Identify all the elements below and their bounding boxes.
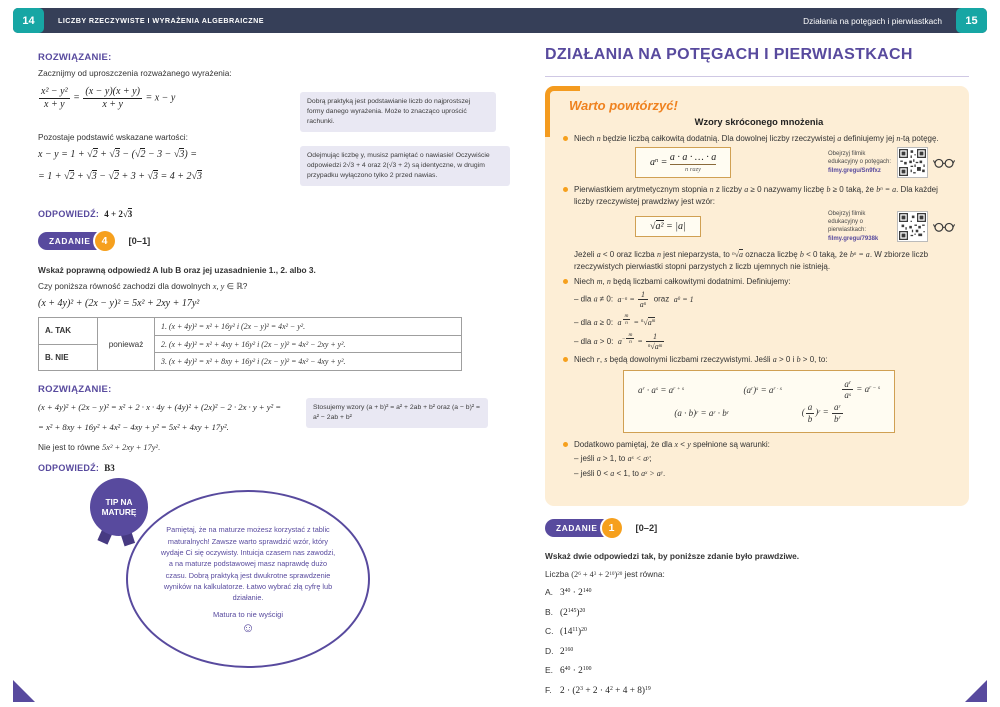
bullet-icon xyxy=(563,357,568,362)
bullet-icon xyxy=(563,187,568,192)
side-note-simplify: Dobrą praktyką jest podstawianie liczb do najprostszej formy danego wyrażenia. Może to znacząco uprościć rachunki. xyxy=(300,92,496,132)
bullet-text: Dodatkowo pamiętaj, że dla x < y spełnione są warunki: xyxy=(574,440,770,450)
math-line-2: = 1 + √2 + √3 − √2 + 3 + √3 = 4 + 2√3 xyxy=(38,171,202,182)
review-panel-subtitle: Wzory skróconego mnożenia xyxy=(694,117,824,127)
task-4-instruction: Wskaż poprawną odpowiedź A lub B oraz jej uzasadnienie 1., 2. albo 3. xyxy=(38,265,316,275)
option-value: $3^{40} \cdot 2^{140}$ xyxy=(560,588,592,598)
bullet-text: Niech m, n będą liczbami całkowitymi dodatnimi. Definiujemy: xyxy=(574,277,791,287)
option-value: $(14^{11})^{20}$ xyxy=(560,627,587,637)
option-label: B. xyxy=(545,606,554,617)
task-1-badge xyxy=(545,518,657,538)
video-caption-text: Obejrzyj filmik edukacyjny o potęgach: xyxy=(828,151,892,166)
title-rule xyxy=(545,76,969,77)
definition-negative-fractional-exponent: – dla a > 0: a− $\frac{m}{n}$ = $\frac{1}{^n√a^m}$ xyxy=(574,331,663,352)
solution-4-heading: ROZWIĄZANIE: xyxy=(38,384,112,395)
bullet-text: Niech r, s będą dowolnymi liczbami rzeczywistymi. Jeśli a > 0 i b > 0, to: xyxy=(574,355,828,365)
left-page xyxy=(38,46,490,696)
table-reasons-column xyxy=(155,318,461,370)
bullet-power-laws xyxy=(563,354,955,365)
power-laws-formula-box xyxy=(623,370,895,433)
sqrt-abs-formula: √a² = |a| xyxy=(635,216,701,237)
tip-closing: Matura to nie wyścigi xyxy=(212,609,284,619)
option-label: F. xyxy=(545,684,552,695)
glasses-icon xyxy=(933,219,955,234)
condition-a-greater-1: – jeśli a > 1, to $a^x < a^y$; xyxy=(574,454,652,464)
review-panel xyxy=(545,86,969,506)
video-caption xyxy=(828,210,892,243)
task-1-instruction: Wskaż dwie odpowiedzi tak, by poniższe zdanie było prawdziwe. xyxy=(545,551,800,561)
video-link: filmy.gregu/Sn9fxz xyxy=(828,168,881,175)
power-laws-row-1 xyxy=(638,379,880,401)
option-b-no: B. NIE xyxy=(45,352,69,362)
table xyxy=(38,317,462,371)
law-quotient-base: ( $\frac{a}{b}$ )$^r$ = $\frac{a^r}{b^r}$ xyxy=(801,402,841,424)
answer-value: B3 xyxy=(104,463,115,473)
bullet-icon xyxy=(563,279,568,284)
substitute-text: Pozostaje podstawić wskazane wartości: xyxy=(38,132,188,142)
law-product-base: $(a \cdot b)^r = a^r \cdot b^r$ xyxy=(674,408,729,419)
option-row-c xyxy=(545,626,651,646)
task-badge-pill: ZADANIE xyxy=(38,232,107,250)
side-note-formulas: Stosujemy wzory (a + b)² = a² + 2ab + b² oraz (a − b)² = a² − 2ab + b² xyxy=(306,398,488,428)
task-badge-number: 4 xyxy=(95,231,115,251)
power-definition-formula: $a^n$ = a · a · … · a n razy xyxy=(635,147,731,178)
bullet-power-definition xyxy=(563,133,955,144)
solution-4-math-2: = x² + 8xy + 16y² + 4x² − 4xy + y² = 5x² + 4xy + 17y². xyxy=(38,422,229,432)
bullet-text: Niech n będzie liczbą całkowitą dodatnią. Dla dowolnej liczby rzeczywistej a definiujemy jej n-tą potęgę. xyxy=(574,134,939,143)
option-label: E. xyxy=(545,665,554,675)
panel-corner-bracket xyxy=(545,86,580,137)
review-panel-title: Warto powtórzyć! xyxy=(569,98,678,113)
task-badge-pill: ZADANIE xyxy=(545,519,614,537)
bullet-monotonicity xyxy=(563,439,955,450)
video-link: filmy.gregu/7938k xyxy=(828,235,879,242)
definition-fractional-exponent: – dla a ≥ 0: a $\frac{m}{n}$ = $^n√a^m$ xyxy=(574,312,656,327)
table-connector: ponieważ xyxy=(98,318,155,370)
math-fraction-line: $\frac{\text{x² − y²}}{x + y}$ = $\frac{(x - y)(x + y)}{x + y}$ = x − y xyxy=(41,86,176,110)
definition-negative-exponent: – dla a ≠ 0: $a^{-n}$ = $\frac{1}{a^n}$ oraz $a^0 = 1$ xyxy=(574,290,694,310)
task-points: [0–2] xyxy=(635,523,658,533)
bullet-text: Pierwiastkiem arytmetycznym stopnia n z liczby a ≥ 0 nazywamy liczbę b ≥ 0 taką, że $b^n = a$. Dla każdej liczby rzeczywistej prawdziwy jest wzór: xyxy=(574,185,938,206)
power-laws-row-2 xyxy=(638,402,880,424)
law-power-of-power: $(a^r)^s = a^{r \cdot s}$ xyxy=(743,384,782,395)
option-row-e xyxy=(545,665,651,685)
qr-pattern xyxy=(899,149,926,176)
reason-1: 1. (x + 4y)² = x² + 16y² i (2x − y)² = 4x² − y². xyxy=(161,321,306,331)
right-page xyxy=(545,46,969,701)
task-1-options xyxy=(545,587,651,704)
smiley-icon: ☺ xyxy=(241,619,255,635)
law-product: $a^r \cdot a^s = a^{r + s}$ xyxy=(638,384,685,395)
answer-row-1 xyxy=(38,209,132,219)
option-row-b xyxy=(545,607,651,627)
condition-a-between-0-1: – jeśli 0 < a < 1, to $a^x > a^y$. xyxy=(574,469,666,479)
qr-code xyxy=(897,211,928,242)
task-points: [0–1] xyxy=(128,236,151,246)
page-number-left: 14 xyxy=(13,8,44,33)
page-title: DZIAŁANIA NA POTĘGACH I PIERWIASTKACH xyxy=(545,46,913,63)
task-4-question: Czy poniższa równość zachodzi dla dowolnych x, y ∈ ℝ? xyxy=(38,281,248,291)
option-label: A. xyxy=(545,587,554,597)
reason-3: 3. (x + 4y)² = x² + 8xy + 16y² i (2x − y)² = 4x² − 4xy + y². xyxy=(155,352,461,370)
task-1-stem: Liczba $(2^6 + 4^3 + 2^{10})^{20}$ jest równa: xyxy=(545,569,665,579)
chapter-title-right: Działania na potęgach i pierwiastkach xyxy=(803,15,942,26)
option-row-f xyxy=(545,685,651,705)
answer-row-2 xyxy=(38,463,115,473)
top-header-bar xyxy=(13,8,987,33)
law-quotient: $\frac{a^r}{a^s}$ = $a^{r - s}$ xyxy=(844,378,880,401)
tip-na-mature-badge: TIP NA MATURĘ xyxy=(90,478,148,536)
page-corner-mark-right xyxy=(965,680,987,702)
answer-choice-table xyxy=(38,317,462,371)
table-options-column xyxy=(39,318,98,370)
chapter-title-left: LICZBY RZECZYWISTE I WYRAŻENIA ALGEBRAICZNE xyxy=(58,16,264,25)
option-value: $(2^{145})^{20}$ xyxy=(560,607,586,618)
video-caption xyxy=(828,150,892,175)
glasses-icon xyxy=(933,155,955,170)
side-note-brackets: Odejmując liczbę y, musisz pamiętać o nawiasie! Oczywiście odpowiedzi 2√3 + 4 oraz 2(√3 + 2) są identyczne, w drugim przypadku wyłączono tylko 2 przed nawias. xyxy=(300,146,510,186)
formula-row-root xyxy=(635,210,955,243)
formula-row-power xyxy=(635,147,955,178)
video-media-2 xyxy=(828,210,955,243)
task-badge-number: 1 xyxy=(602,518,622,538)
solution-intro: Zacznijmy od uproszczenia rozważanego wyrażenia: xyxy=(38,68,232,78)
answer-label: ODPOWIEDŹ: xyxy=(38,209,100,219)
tip-text: Pamiętaj, że na maturze możesz korzystać z tablic maturalnych! Zawsze warto sprawdzić wzór, który wydaje Ci się oczywisty. Intuicja czasem nas zawodzi, a na maturze podstawowej masz naprawdę dużo czasu. Dobrą praktyką jest dwukrotne sprawdzenie wyników na kalkulatorze. Łatwo wybrać złą cyfrę lub działanie. xyxy=(160,525,336,603)
odd-root-note: Jeżeli a < 0 oraz liczba n jest nieparzysta, to $^n$√a oznacza liczbę b < 0 taką, że $b^n = a$. W zbiorze liczb rzeczywistych pierwiastki stopni parzystych z liczb ujemnych nie istnieją. xyxy=(574,250,929,272)
page-corner-mark-left xyxy=(13,680,35,702)
bullet-exponent-definitions xyxy=(563,276,955,287)
reason-2: 2. (x + 4y)² = x² + 4xy + 16y² i (2x − y)² = 4x² − 2xy + y². xyxy=(155,335,461,353)
option-value: $2^{160}$ xyxy=(560,646,574,657)
option-a-yes: A. TAK xyxy=(39,318,97,345)
option-row-d xyxy=(545,646,651,666)
qr-pattern xyxy=(899,213,926,240)
bullet-root-definition xyxy=(563,184,955,206)
math-line-1: x − y = 1 + √2 + √3 − (√2 − 3 − √3) = xyxy=(38,149,197,160)
solution-heading: ROZWIĄZANIE: xyxy=(38,52,112,63)
task-4-badge xyxy=(38,231,150,251)
bullet-icon xyxy=(563,442,568,447)
qr-code xyxy=(897,147,928,178)
task-4-equation: (x + 4y)² + (2x − y)² = 5x² + 2xy + 17y² xyxy=(38,298,200,309)
option-label: C. xyxy=(545,626,554,636)
tip-speech-bubble xyxy=(126,490,370,668)
page-number-right: 15 xyxy=(956,8,987,33)
solution-4-math-1: (x + 4y)² + (2x − y)² = x² + 2 · x · 4y + (4y)² + (2x)² − 2 · 2x · y + y² = xyxy=(38,402,282,412)
option-value: $6^{40} \cdot 2^{100}$ xyxy=(560,666,592,676)
video-media-1 xyxy=(828,147,955,178)
answer-label: ODPOWIEDŹ: xyxy=(38,463,100,473)
option-row-a xyxy=(545,587,651,607)
option-label: D. xyxy=(545,645,554,656)
option-value: $2 \cdot (2^3 + 2 \cdot 4^2 + 4 + 8)^{19}$ xyxy=(560,685,651,696)
solution-4-remark: Nie jest to równe 5x² + 2xy + 17y². xyxy=(38,442,161,452)
video-caption-text: Obejrzyj filmik edukacyjny o pierwiastkach: xyxy=(828,210,867,233)
answer-value: 4 + 2√3 xyxy=(104,209,133,219)
